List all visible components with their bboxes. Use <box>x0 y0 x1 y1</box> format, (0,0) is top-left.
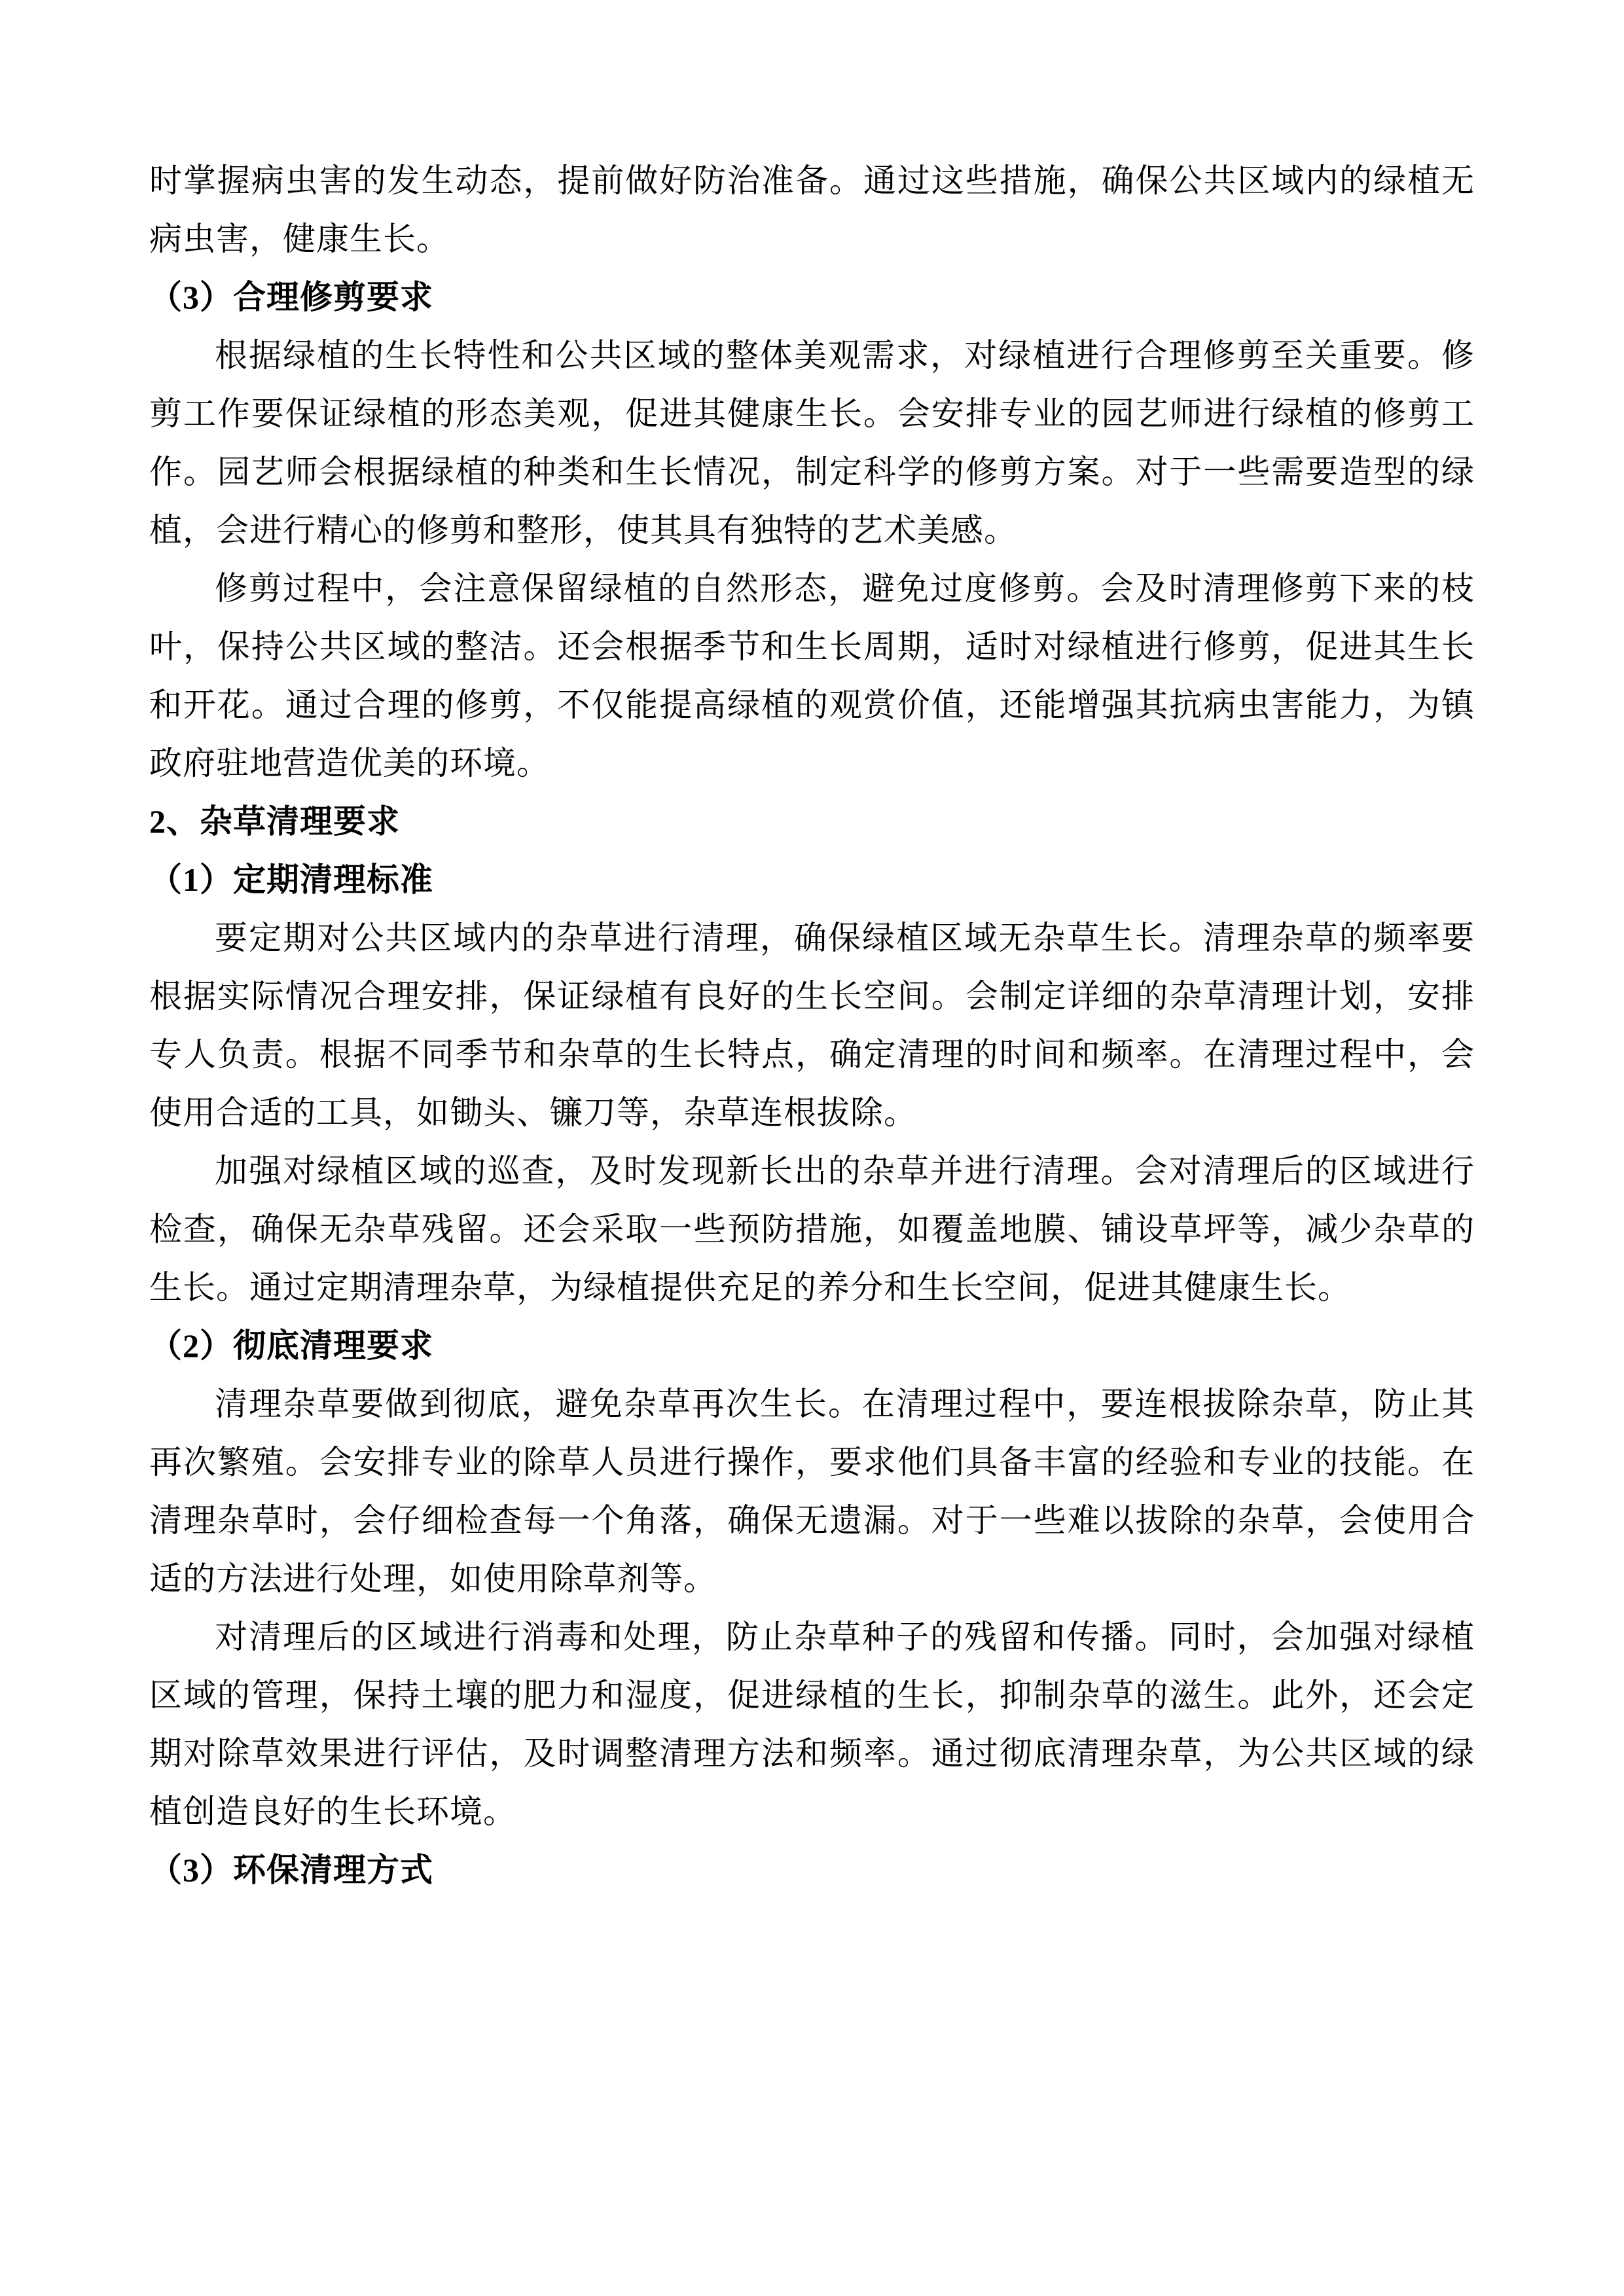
paragraph: 根据绿植的生长特性和公共区域的整体美观需求，对绿植进行合理修剪至关重要。修剪工作要保证绿植的形态美观，促进其健康生长。会安排专业的园艺师进行绿植的修剪工作。园艺师会根据绿植的种类和生长情况，制定科学的修剪方案。对于一些需要造型的绿植，会进行精心的修剪和整形，使其具有独特的艺术美感。 <box>149 337 1475 548</box>
section-heading-reasonable-pruning: （3）合理修剪要求 <box>149 279 433 315</box>
section-heading-thorough-cleaning-requirements: （2）彻底清理要求 <box>149 1327 433 1364</box>
paragraph: 要定期对公共区域内的杂草进行清理，确保绿植区域无杂草生长。清理杂草的频率要根据实际情况合理安排，保证绿植有良好的生长空间。会制定详细的杂草清理计划，安排专人负责。根据不同季节和杂草的生长特点，确定清理的时间和频率。在清理过程中，会使用合适的工具，如锄头、镰刀等，杂草连根拔除。 <box>149 920 1475 1131</box>
section-heading-weed-cleaning-requirements: 2、杂草清理要求 <box>149 803 400 840</box>
section-heading-eco-friendly-cleaning-method: （3）环保清理方式 <box>149 1852 433 1888</box>
paragraph: 对清理后的区域进行消毒和处理，防止杂草种子的残留和传播。同时，会加强对绿植区域的管理，保持土壤的肥力和湿度，促进绿植的生长，抑制杂草的滋生。此外，还会定期对除草效果进行评估，及时调整清理方法和频率。通过彻底清理杂草，为公共区域的绿植创造良好的生长环境。 <box>149 1619 1475 1830</box>
section-heading-periodic-cleaning-standard: （1）定期清理标准 <box>149 861 433 898</box>
paragraph: 加强对绿植区域的巡查，及时发现新长出的杂草并进行清理。会对清理后的区域进行检查，确保无杂草残留。还会采取一些预防措施，如覆盖地膜、铺设草坪等，减少杂草的生长。通过定期清理杂草，为绿植提供充足的养分和生长空间，促进其健康生长。 <box>149 1153 1475 1306</box>
paragraph: 修剪过程中，会注意保留绿植的自然形态，避免过度修剪。会及时清理修剪下来的枝叶，保持公共区域的整洁。还会根据季节和生长周期，适时对绿植进行修剪，促进其生长和开花。通过合理的修剪，不仅能提高绿植的观赏价值，还能增强其抗病虫害能力，为镇政府驻地营造优美的环境。 <box>149 570 1475 781</box>
paragraph: 清理杂草要做到彻底，避免杂草再次生长。在清理过程中，要连根拔除杂草，防止其再次繁殖。会安排专业的除草人员进行操作，要求他们具备丰富的经验和专业的技能。在清理杂草时，会仔细检查每一个角落，确保无遗漏。对于一些难以拔除的杂草，会使用合适的方法进行处理，如使用除草剂等。 <box>149 1386 1475 1597</box>
paragraph-continued: 时掌握病虫害的发生动态，提前做好防治准备。通过这些措施，确保公共区域内的绿植无病虫害，健康生长。 <box>149 162 1475 257</box>
